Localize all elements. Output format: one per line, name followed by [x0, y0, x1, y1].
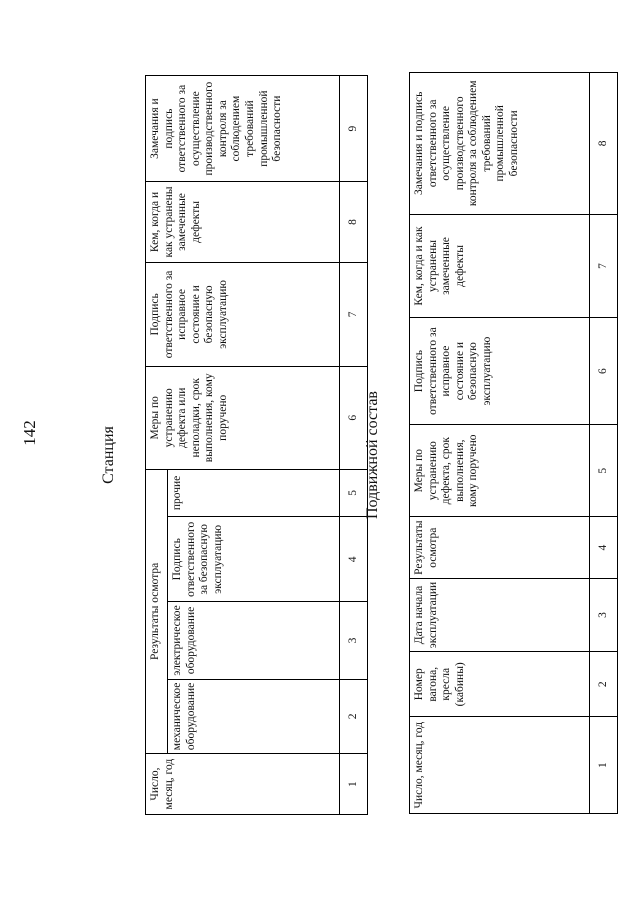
num-cell: 7: [590, 214, 618, 318]
col-who-fixed: Кем, когда и как устранены замеченные дефекты: [410, 214, 590, 318]
num-cell: 3: [340, 602, 368, 679]
num-cell: 8: [340, 182, 368, 263]
col-remarks: Замечания и подпись ответственного за осуществление производственного контроля за соблюдением требований промышленной безопасности: [146, 76, 340, 182]
col-other: прочие: [168, 469, 340, 517]
rolling-table: [409, 72, 618, 814]
col-measures: Меры по устранению дефекта или неполадки, срок выполнения, кому поручено: [146, 367, 340, 470]
col-date: Число, месяц, год: [146, 754, 340, 815]
num-cell: 6: [340, 367, 368, 470]
num-cell: 3: [590, 578, 618, 651]
num-cell: 1: [590, 717, 618, 814]
col-measures: Меры по устранению дефекта, срок выполнения, кому поручено: [410, 424, 590, 517]
col-sign-good: Подпись ответственного за исправное состояние и безопасную эксплуатацию: [410, 318, 590, 425]
col-remarks: Замечания и подпись ответственного за осуществление производственного контроля за соблюдением требований промышленной безопасности: [410, 73, 590, 215]
page-number: 142: [20, 420, 39, 446]
num-cell: 1: [340, 754, 368, 815]
num-cell: 4: [340, 517, 368, 602]
num-cell: 5: [590, 424, 618, 517]
col-elec: электрическое оборудование: [168, 602, 340, 679]
num-cell: 2: [590, 652, 618, 717]
rolling-section-title: Подвижной состав: [364, 391, 381, 519]
station-section-title: Станция: [100, 426, 117, 484]
num-cell: 6: [590, 318, 618, 425]
num-cell: 4: [590, 517, 618, 578]
col-mech: механическое оборудование: [168, 679, 340, 754]
col-results: Результаты осмотра: [146, 469, 168, 754]
num-cell: 5: [340, 469, 368, 517]
num-cell: 2: [340, 679, 368, 754]
col-car-no: Номер вагона, кресла (кабины): [410, 652, 590, 717]
station-table: [145, 75, 368, 815]
col-start-date: Дата начала эксплуатации: [410, 578, 590, 651]
num-cell: 7: [340, 262, 368, 366]
col-results: Результаты осмотра: [410, 517, 590, 578]
num-cell: 9: [340, 76, 368, 182]
num-cell: 8: [590, 73, 618, 215]
col-date: Число, месяц, год: [410, 717, 590, 814]
col-sign-good: Подпись ответственного за исправное состояние и безопасную эксплуатацию: [146, 262, 340, 366]
col-who-fixed: Кем, когда и как устранены замеченные дефекты: [146, 182, 340, 263]
col-sign-safe: Подпись ответственного за безопасную эксплуатацию: [168, 517, 340, 602]
